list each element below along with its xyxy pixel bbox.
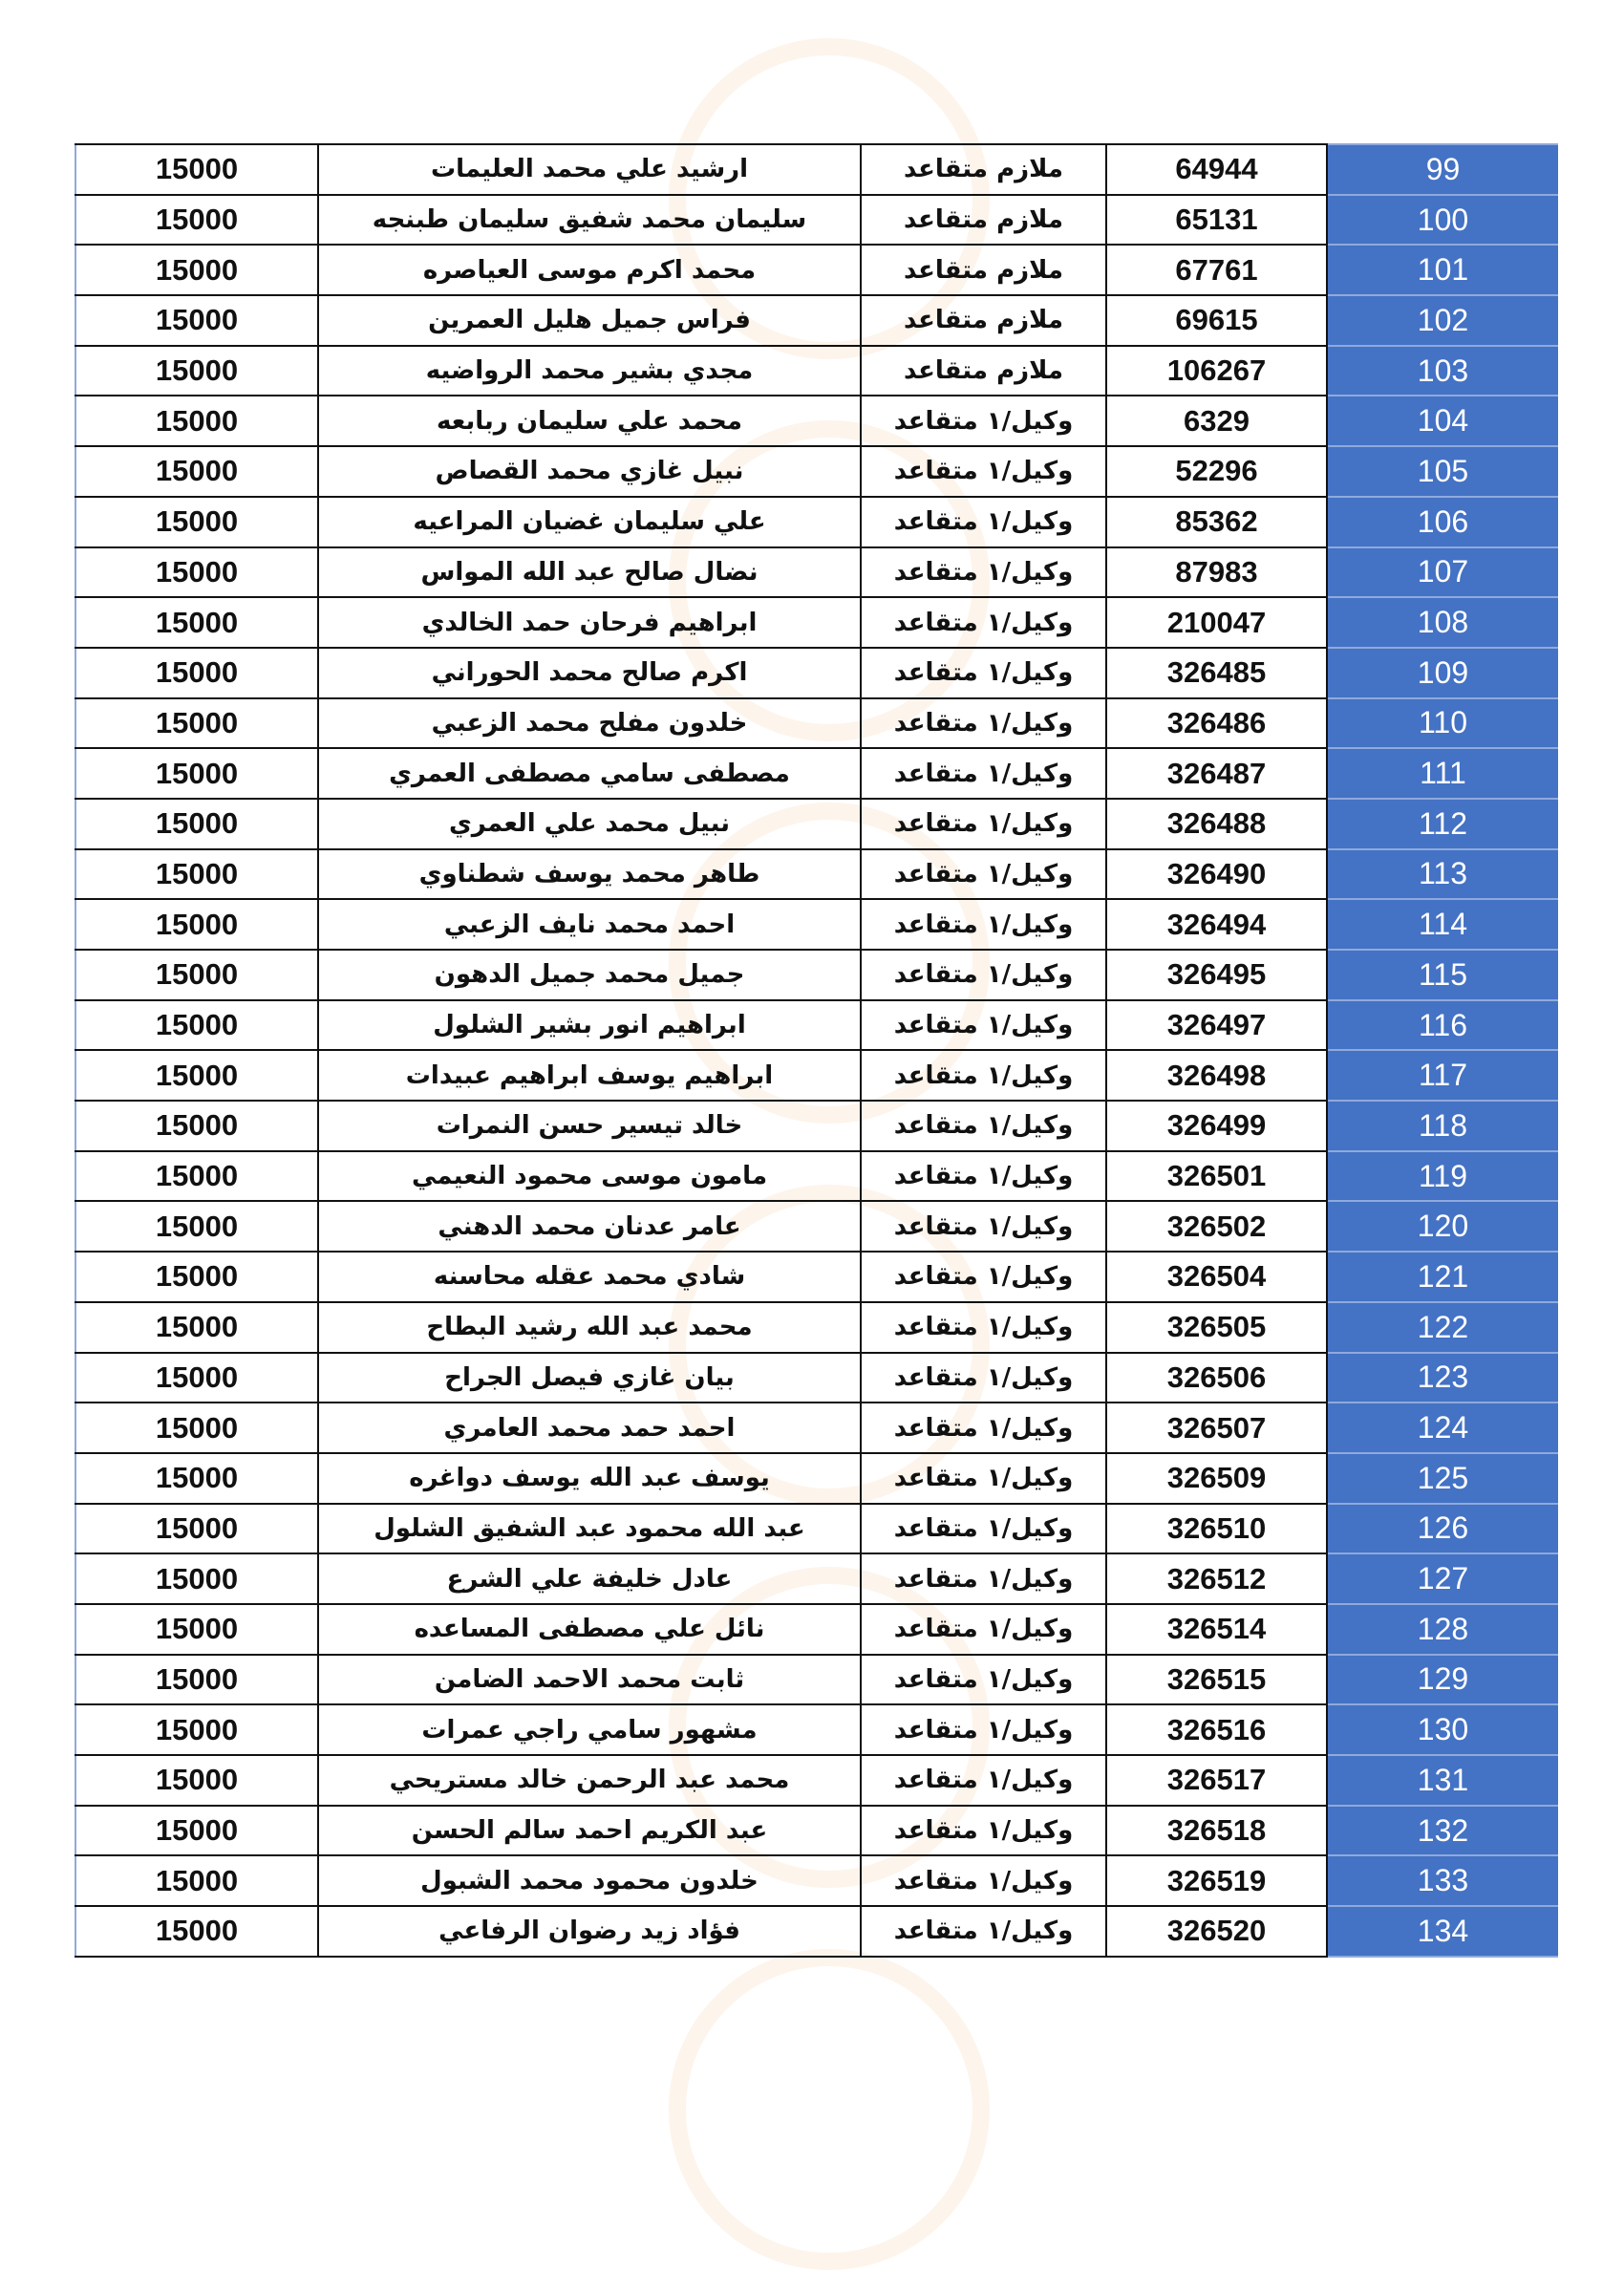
amount-cell: 15000	[75, 1302, 318, 1353]
amount-cell: 15000	[75, 849, 318, 900]
amount-cell: 15000	[75, 1855, 318, 1906]
name-cell: جميل محمد جميل الدهون	[318, 950, 861, 1000]
index-cell: 127	[1327, 1553, 1558, 1604]
retirees-table	[75, 143, 1558, 1958]
table-row	[75, 1906, 1558, 1957]
rank-cell: وكيل/١ متقاعد	[861, 1353, 1106, 1403]
amount-cell: 15000	[75, 1000, 318, 1051]
index-cell: 121	[1327, 1252, 1558, 1302]
index-cell: 132	[1327, 1806, 1558, 1856]
name-cell: عبد الكريم احمد سالم الحسن	[318, 1806, 861, 1856]
table-row	[75, 245, 1558, 295]
name-cell: مامون موسى محمود النعيمي	[318, 1151, 861, 1202]
table-row	[75, 295, 1558, 346]
id-cell: 326502	[1106, 1201, 1327, 1252]
name-cell: شادي محمد عقله محاسنه	[318, 1252, 861, 1302]
index-cell: 120	[1327, 1201, 1558, 1252]
amount-cell: 15000	[75, 698, 318, 749]
rank-cell: ملازم متقاعد	[861, 346, 1106, 396]
rank-cell: وكيل/١ متقاعد	[861, 1655, 1106, 1705]
amount-cell: 15000	[75, 799, 318, 849]
table-row	[75, 396, 1558, 446]
amount-cell: 15000	[75, 597, 318, 648]
name-cell: احمد حمد محمد العامري	[318, 1403, 861, 1453]
amount-cell: 15000	[75, 446, 318, 497]
table-row	[75, 1353, 1558, 1403]
id-cell: 326520	[1106, 1906, 1327, 1957]
rank-cell: وكيل/١ متقاعد	[861, 1855, 1106, 1906]
id-cell: 326486	[1106, 698, 1327, 749]
rank-cell: وكيل/١ متقاعد	[861, 1201, 1106, 1252]
index-cell: 125	[1327, 1453, 1558, 1504]
table-row	[75, 1252, 1558, 1302]
rank-cell: وكيل/١ متقاعد	[861, 1000, 1106, 1051]
index-cell: 130	[1327, 1704, 1558, 1755]
table-body	[75, 144, 1558, 1957]
table-row	[75, 1151, 1558, 1202]
rank-cell: وكيل/١ متقاعد	[861, 648, 1106, 698]
rank-cell: وكيل/١ متقاعد	[861, 1101, 1106, 1151]
rank-cell: وكيل/١ متقاعد	[861, 1252, 1106, 1302]
index-cell: 128	[1327, 1604, 1558, 1655]
table-row	[75, 698, 1558, 749]
name-cell: اكرم صالح محمد الحوراني	[318, 648, 861, 698]
watermark-clock-icon	[669, 1949, 990, 2270]
id-cell: 326515	[1106, 1655, 1327, 1705]
amount-cell: 15000	[75, 1504, 318, 1554]
amount-cell: 15000	[75, 748, 318, 799]
id-cell: 326512	[1106, 1553, 1327, 1604]
name-cell: طاهر محمد يوسف شطناوي	[318, 849, 861, 900]
name-cell: خلدون محمود محمد الشبول	[318, 1855, 861, 1906]
amount-cell: 15000	[75, 1050, 318, 1101]
index-cell: 124	[1327, 1403, 1558, 1453]
id-cell: 326506	[1106, 1353, 1327, 1403]
name-cell: عادل خليفة علي الشرع	[318, 1553, 861, 1604]
rank-cell: وكيل/١ متقاعد	[861, 1151, 1106, 1202]
id-cell: 67761	[1106, 245, 1327, 295]
rank-cell: وكيل/١ متقاعد	[861, 547, 1106, 598]
index-cell: 117	[1327, 1050, 1558, 1101]
rank-cell: وكيل/١ متقاعد	[861, 396, 1106, 446]
id-cell: 326516	[1106, 1704, 1327, 1755]
amount-cell: 15000	[75, 1755, 318, 1806]
name-cell: ابراهيم فرحان حمد الخالدي	[318, 597, 861, 648]
id-cell: 326494	[1106, 899, 1327, 950]
id-cell: 326505	[1106, 1302, 1327, 1353]
name-cell: فراس جميل هليل العمرين	[318, 295, 861, 346]
amount-cell: 15000	[75, 1403, 318, 1453]
index-cell: 111	[1327, 748, 1558, 799]
id-cell: 326488	[1106, 799, 1327, 849]
rank-cell: وكيل/١ متقاعد	[861, 1050, 1106, 1101]
name-cell: ابراهيم انور بشير الشلول	[318, 1000, 861, 1051]
table-row	[75, 748, 1558, 799]
table-row	[75, 1453, 1558, 1504]
id-cell: 326517	[1106, 1755, 1327, 1806]
amount-cell: 15000	[75, 396, 318, 446]
name-cell: نضال صالح عبد الله المواس	[318, 547, 861, 598]
name-cell: خلدون مفلح محمد الزعبي	[318, 698, 861, 749]
id-cell: 326485	[1106, 648, 1327, 698]
amount-cell: 15000	[75, 648, 318, 698]
name-cell: يوسف عبد الله يوسف دواغره	[318, 1453, 861, 1504]
rank-cell: وكيل/١ متقاعد	[861, 698, 1106, 749]
id-cell: 326519	[1106, 1855, 1327, 1906]
rank-cell: وكيل/١ متقاعد	[861, 1403, 1106, 1453]
table-row	[75, 195, 1558, 246]
index-cell: 126	[1327, 1504, 1558, 1554]
index-cell: 103	[1327, 346, 1558, 396]
table-row	[75, 446, 1558, 497]
table-row	[75, 1201, 1558, 1252]
name-cell: نبيل محمد علي العمري	[318, 799, 861, 849]
table-row	[75, 950, 1558, 1000]
name-cell: محمد عبد الرحمن خالد مستريحي	[318, 1755, 861, 1806]
index-cell: 106	[1327, 497, 1558, 547]
id-cell: 326490	[1106, 849, 1327, 900]
id-cell: 326495	[1106, 950, 1327, 1000]
rank-cell: ملازم متقاعد	[861, 295, 1106, 346]
rank-cell: ملازم متقاعد	[861, 144, 1106, 195]
rank-cell: وكيل/١ متقاعد	[861, 1453, 1106, 1504]
amount-cell: 15000	[75, 1201, 318, 1252]
amount-cell: 15000	[75, 1655, 318, 1705]
amount-cell: 15000	[75, 497, 318, 547]
id-cell: 326510	[1106, 1504, 1327, 1554]
amount-cell: 15000	[75, 1806, 318, 1856]
table-row	[75, 346, 1558, 396]
index-cell: 129	[1327, 1655, 1558, 1705]
index-cell: 108	[1327, 597, 1558, 648]
amount-cell: 15000	[75, 1604, 318, 1655]
amount-cell: 15000	[75, 144, 318, 195]
index-cell: 99	[1327, 144, 1558, 195]
amount-cell: 15000	[75, 547, 318, 598]
name-cell: خالد تيسير حسن النمرات	[318, 1101, 861, 1151]
name-cell: علي سليمان غضيان المراعيه	[318, 497, 861, 547]
rank-cell: وكيل/١ متقاعد	[861, 799, 1106, 849]
id-cell: 85362	[1106, 497, 1327, 547]
rank-cell: ملازم متقاعد	[861, 245, 1106, 295]
id-cell: 65131	[1106, 195, 1327, 246]
name-cell: مصطفى سامي مصطفى العمري	[318, 748, 861, 799]
table-row	[75, 1050, 1558, 1101]
amount-cell: 15000	[75, 346, 318, 396]
id-cell: 326501	[1106, 1151, 1327, 1202]
table-row	[75, 1806, 1558, 1856]
amount-cell: 15000	[75, 1252, 318, 1302]
index-cell: 114	[1327, 899, 1558, 950]
table-row	[75, 1000, 1558, 1051]
name-cell: محمد اكرم موسى العياصره	[318, 245, 861, 295]
rank-cell: وكيل/١ متقاعد	[861, 950, 1106, 1000]
index-cell: 105	[1327, 446, 1558, 497]
rank-cell: وكيل/١ متقاعد	[861, 1806, 1106, 1856]
name-cell: ابراهيم يوسف ابراهيم عبيدات	[318, 1050, 861, 1101]
rank-cell: وكيل/١ متقاعد	[861, 497, 1106, 547]
amount-cell: 15000	[75, 899, 318, 950]
index-cell: 131	[1327, 1755, 1558, 1806]
id-cell: 52296	[1106, 446, 1327, 497]
name-cell: بيان غازي فيصل الجراح	[318, 1353, 861, 1403]
index-cell: 123	[1327, 1353, 1558, 1403]
table-row	[75, 1855, 1558, 1906]
amount-cell: 15000	[75, 1704, 318, 1755]
rank-cell: وكيل/١ متقاعد	[861, 899, 1106, 950]
rank-cell: وكيل/١ متقاعد	[861, 1553, 1106, 1604]
id-cell: 326498	[1106, 1050, 1327, 1101]
amount-cell: 15000	[75, 950, 318, 1000]
index-cell: 104	[1327, 396, 1558, 446]
amount-cell: 15000	[75, 295, 318, 346]
index-cell: 119	[1327, 1151, 1558, 1202]
table-row	[75, 648, 1558, 698]
index-cell: 122	[1327, 1302, 1558, 1353]
table-row	[75, 547, 1558, 598]
rank-cell: وكيل/١ متقاعد	[861, 1604, 1106, 1655]
rank-cell: وكيل/١ متقاعد	[861, 748, 1106, 799]
id-cell: 326514	[1106, 1604, 1327, 1655]
id-cell: 326507	[1106, 1403, 1327, 1453]
table-row	[75, 597, 1558, 648]
id-cell: 210047	[1106, 597, 1327, 648]
table-row	[75, 1504, 1558, 1554]
index-cell: 116	[1327, 1000, 1558, 1051]
name-cell: عبد الله محمود عبد الشفيق الشلول	[318, 1504, 861, 1554]
index-cell: 100	[1327, 195, 1558, 246]
rank-cell: وكيل/١ متقاعد	[861, 597, 1106, 648]
name-cell: عامر عدنان محمد الدهني	[318, 1201, 861, 1252]
id-cell: 326487	[1106, 748, 1327, 799]
table-row	[75, 799, 1558, 849]
index-cell: 109	[1327, 648, 1558, 698]
id-cell: 87983	[1106, 547, 1327, 598]
amount-cell: 15000	[75, 1353, 318, 1403]
id-cell: 106267	[1106, 346, 1327, 396]
amount-cell: 15000	[75, 1101, 318, 1151]
amount-cell: 15000	[75, 1553, 318, 1604]
amount-cell: 15000	[75, 1453, 318, 1504]
index-cell: 110	[1327, 698, 1558, 749]
index-cell: 107	[1327, 547, 1558, 598]
amount-cell: 15000	[75, 195, 318, 246]
table-row	[75, 1403, 1558, 1453]
name-cell: سليمان محمد شفيق سليمان طبنجه	[318, 195, 861, 246]
table-row	[75, 1704, 1558, 1755]
index-cell: 115	[1327, 950, 1558, 1000]
table-row	[75, 849, 1558, 900]
table-row	[75, 1755, 1558, 1806]
table-row	[75, 899, 1558, 950]
name-cell: احمد محمد نايف الزعبي	[318, 899, 861, 950]
id-cell: 69615	[1106, 295, 1327, 346]
table-row	[75, 144, 1558, 195]
id-cell: 326497	[1106, 1000, 1327, 1051]
table-row	[75, 1604, 1558, 1655]
name-cell: مجدي بشير محمد الرواضيه	[318, 346, 861, 396]
table-row	[75, 497, 1558, 547]
table-row	[75, 1302, 1558, 1353]
rank-cell: ملازم متقاعد	[861, 195, 1106, 246]
rank-cell: وكيل/١ متقاعد	[861, 1704, 1106, 1755]
index-cell: 102	[1327, 295, 1558, 346]
name-cell: نبيل غازي محمد القصاص	[318, 446, 861, 497]
name-cell: محمد علي سليمان ربابعه	[318, 396, 861, 446]
rank-cell: وكيل/١ متقاعد	[861, 1504, 1106, 1554]
index-cell: 112	[1327, 799, 1558, 849]
name-cell: ارشيد علي محمد العليمات	[318, 144, 861, 195]
name-cell: ثابت محمد الاحمد الضامن	[318, 1655, 861, 1705]
id-cell: 6329	[1106, 396, 1327, 446]
id-cell: 326504	[1106, 1252, 1327, 1302]
index-cell: 134	[1327, 1906, 1558, 1957]
table-row	[75, 1553, 1558, 1604]
id-cell: 326518	[1106, 1806, 1327, 1856]
table-row	[75, 1655, 1558, 1705]
id-cell: 64944	[1106, 144, 1327, 195]
rank-cell: وكيل/١ متقاعد	[861, 1906, 1106, 1957]
name-cell: نائل علي مصطفى المساعده	[318, 1604, 861, 1655]
rank-cell: وكيل/١ متقاعد	[861, 1302, 1106, 1353]
name-cell: فؤاد زيد رضوان الرفاعي	[318, 1906, 861, 1957]
index-cell: 118	[1327, 1101, 1558, 1151]
name-cell: محمد عبد الله رشيد البطاح	[318, 1302, 861, 1353]
table-row	[75, 1101, 1558, 1151]
index-cell: 113	[1327, 849, 1558, 900]
amount-cell: 15000	[75, 245, 318, 295]
index-cell: 101	[1327, 245, 1558, 295]
rank-cell: وكيل/١ متقاعد	[861, 849, 1106, 900]
index-cell: 133	[1327, 1855, 1558, 1906]
id-cell: 326509	[1106, 1453, 1327, 1504]
rank-cell: وكيل/١ متقاعد	[861, 1755, 1106, 1806]
id-cell: 326499	[1106, 1101, 1327, 1151]
amount-cell: 15000	[75, 1906, 318, 1957]
name-cell: مشهور سامي راجي عمرات	[318, 1704, 861, 1755]
amount-cell: 15000	[75, 1151, 318, 1202]
rank-cell: وكيل/١ متقاعد	[861, 446, 1106, 497]
